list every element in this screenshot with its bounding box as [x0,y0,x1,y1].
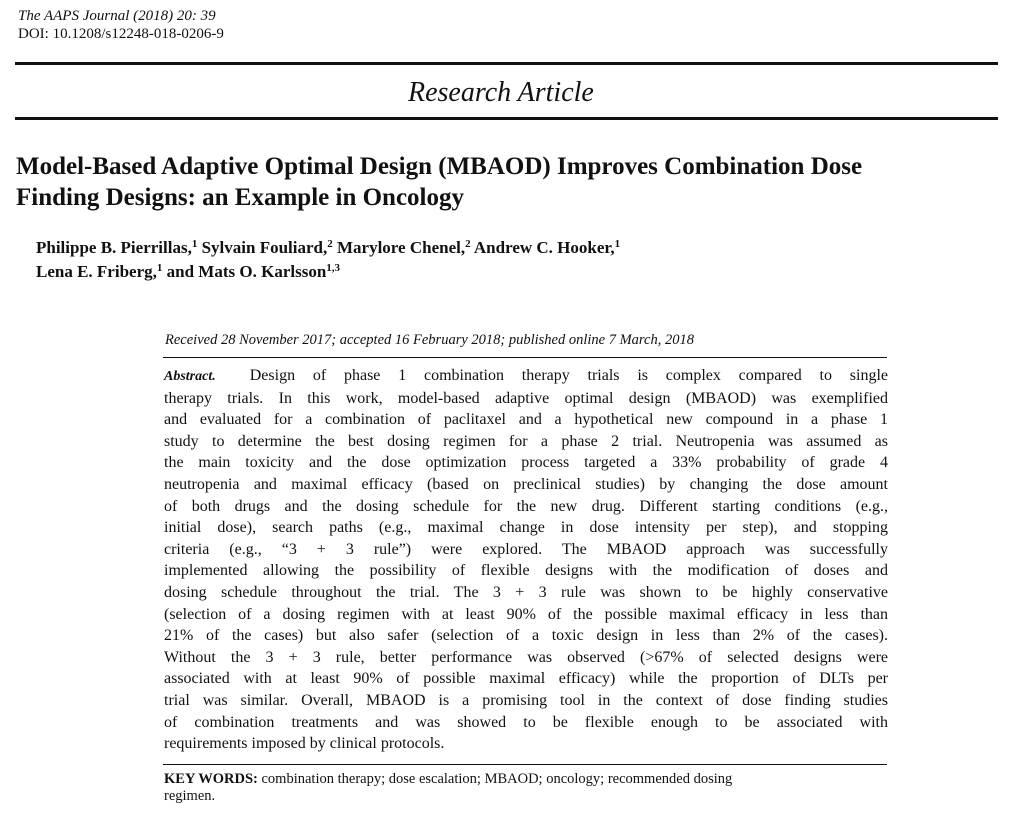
affiliation-mark: 1,3 [326,262,341,274]
abstract-line: the main toxicity and the dose optimization process targeted a 33% probability of grade 4 [164,454,888,472]
abstract-line: of combination treatments and was showed to be flexible enough to be associated with [164,713,888,731]
author-name: Andrew C. Hooker, [473,238,615,257]
abstract-line: criteria (e.g., “3 + 3 rule”) were explored. The MBAOD approach was successfully [164,540,888,558]
article-title [16,151,1006,213]
keywords-line [164,771,888,788]
abstract-line: requirements imposed by clinical protocols. [164,735,445,753]
affiliation-mark: 2 [327,238,333,250]
affiliation-mark: 2 [465,238,471,250]
author-list [36,236,620,284]
article-type: Research Article [408,77,594,108]
author [167,262,340,281]
abstract-line: implemented allowing the possibility of flexible designs with the modification of doses and [164,562,888,580]
keywords-text: combination therapy; dose escalation; MBAOD; oncology; recommended dosing [261,771,733,787]
abstract-line [164,365,888,388]
author [202,238,333,257]
abstract-rule-top [163,357,887,358]
author [36,238,197,257]
abstract-line: initial dose), search paths (e.g., maximal change in dose intensity per step), and stopping [164,519,888,537]
abstract-line: and evaluated for a combination of paclitaxel and a hypothetical new compound in a phase 1 [164,411,888,429]
abstract-line: study to determine the best dosing regimen for a phase 2 trial. Neutropenia was assumed as [164,432,888,450]
abstract-label: Abstract. [164,369,216,384]
author [337,238,471,257]
keywords [164,771,888,805]
abstract-line: neutropenia and maximal efficacy (based on preclinical studies) by changing the dose amount [164,475,888,493]
header-rule-top [15,62,998,65]
author-name: Lena E. Friberg, [36,262,157,281]
author [36,262,162,281]
affiliation-mark: 1 [191,238,198,250]
author [474,238,620,257]
abstract-line: associated with at least 90% of possible maximal efficacy) while the proportion of DLTs per [164,670,888,688]
abstract-line: (selection of a dosing regimen with at least 90% of the possible maximal efficacy in less than [164,605,888,623]
journal-citation: The AAPS Journal (2018) 20: 39 [18,8,216,24]
keywords-rule [163,764,887,765]
author-name: and Mats O. Karlsson [166,262,327,281]
abstract [164,365,888,755]
author-name: Marylore Chenel, [336,238,466,257]
abstract-line: of both drugs and the dosing schedule for the new drug. Different starting conditions (e.g., [164,497,888,515]
affiliation-mark: 1 [156,262,163,274]
keywords-label: KEY WORDS: [164,771,258,787]
title-line: Finding Designs: an Example in Oncology [16,184,464,211]
author-name: Sylvain Fouliard, [201,238,328,257]
abstract-line: 21% of the cases) but also safer (selection of a toxic design in less than 2% of the cases). [164,627,888,645]
abstract-line: therapy trials. In this work, model-based adaptive optimal design (MBAOD) was exemplified [164,389,888,407]
abstract-line: dosing schedule throughout the trial. The 3 + 3 rule was shown to be highly conservative [164,583,888,601]
abstract-line: Without the 3 + 3 rule, better performance was observed (>67% of selected designs were [164,648,888,666]
doi[interactable]: DOI: 10.1208/s12248-018-0206-9 [18,26,224,42]
header-rule-bottom [15,117,998,120]
publication-dates: Received 28 November 2017; accepted 16 February 2018; published online 7 March, 2018 [165,332,694,348]
author-line [36,260,620,284]
abstract-text: Design of phase 1 combination therapy trials is complex compared to single [249,367,888,384]
author-line [36,236,620,260]
author-name: Philippe B. Pierrillas, [36,238,192,257]
title-line: Model-Based Adaptive Optimal Design (MBAOD) Improves Combination Dose [16,153,863,180]
abstract-line: trial was similar. Overall, MBAOD is a promising tool in the context of dose finding studies [164,691,888,709]
affiliation-mark: 1 [614,238,621,250]
keywords-line: regimen. [164,788,216,804]
